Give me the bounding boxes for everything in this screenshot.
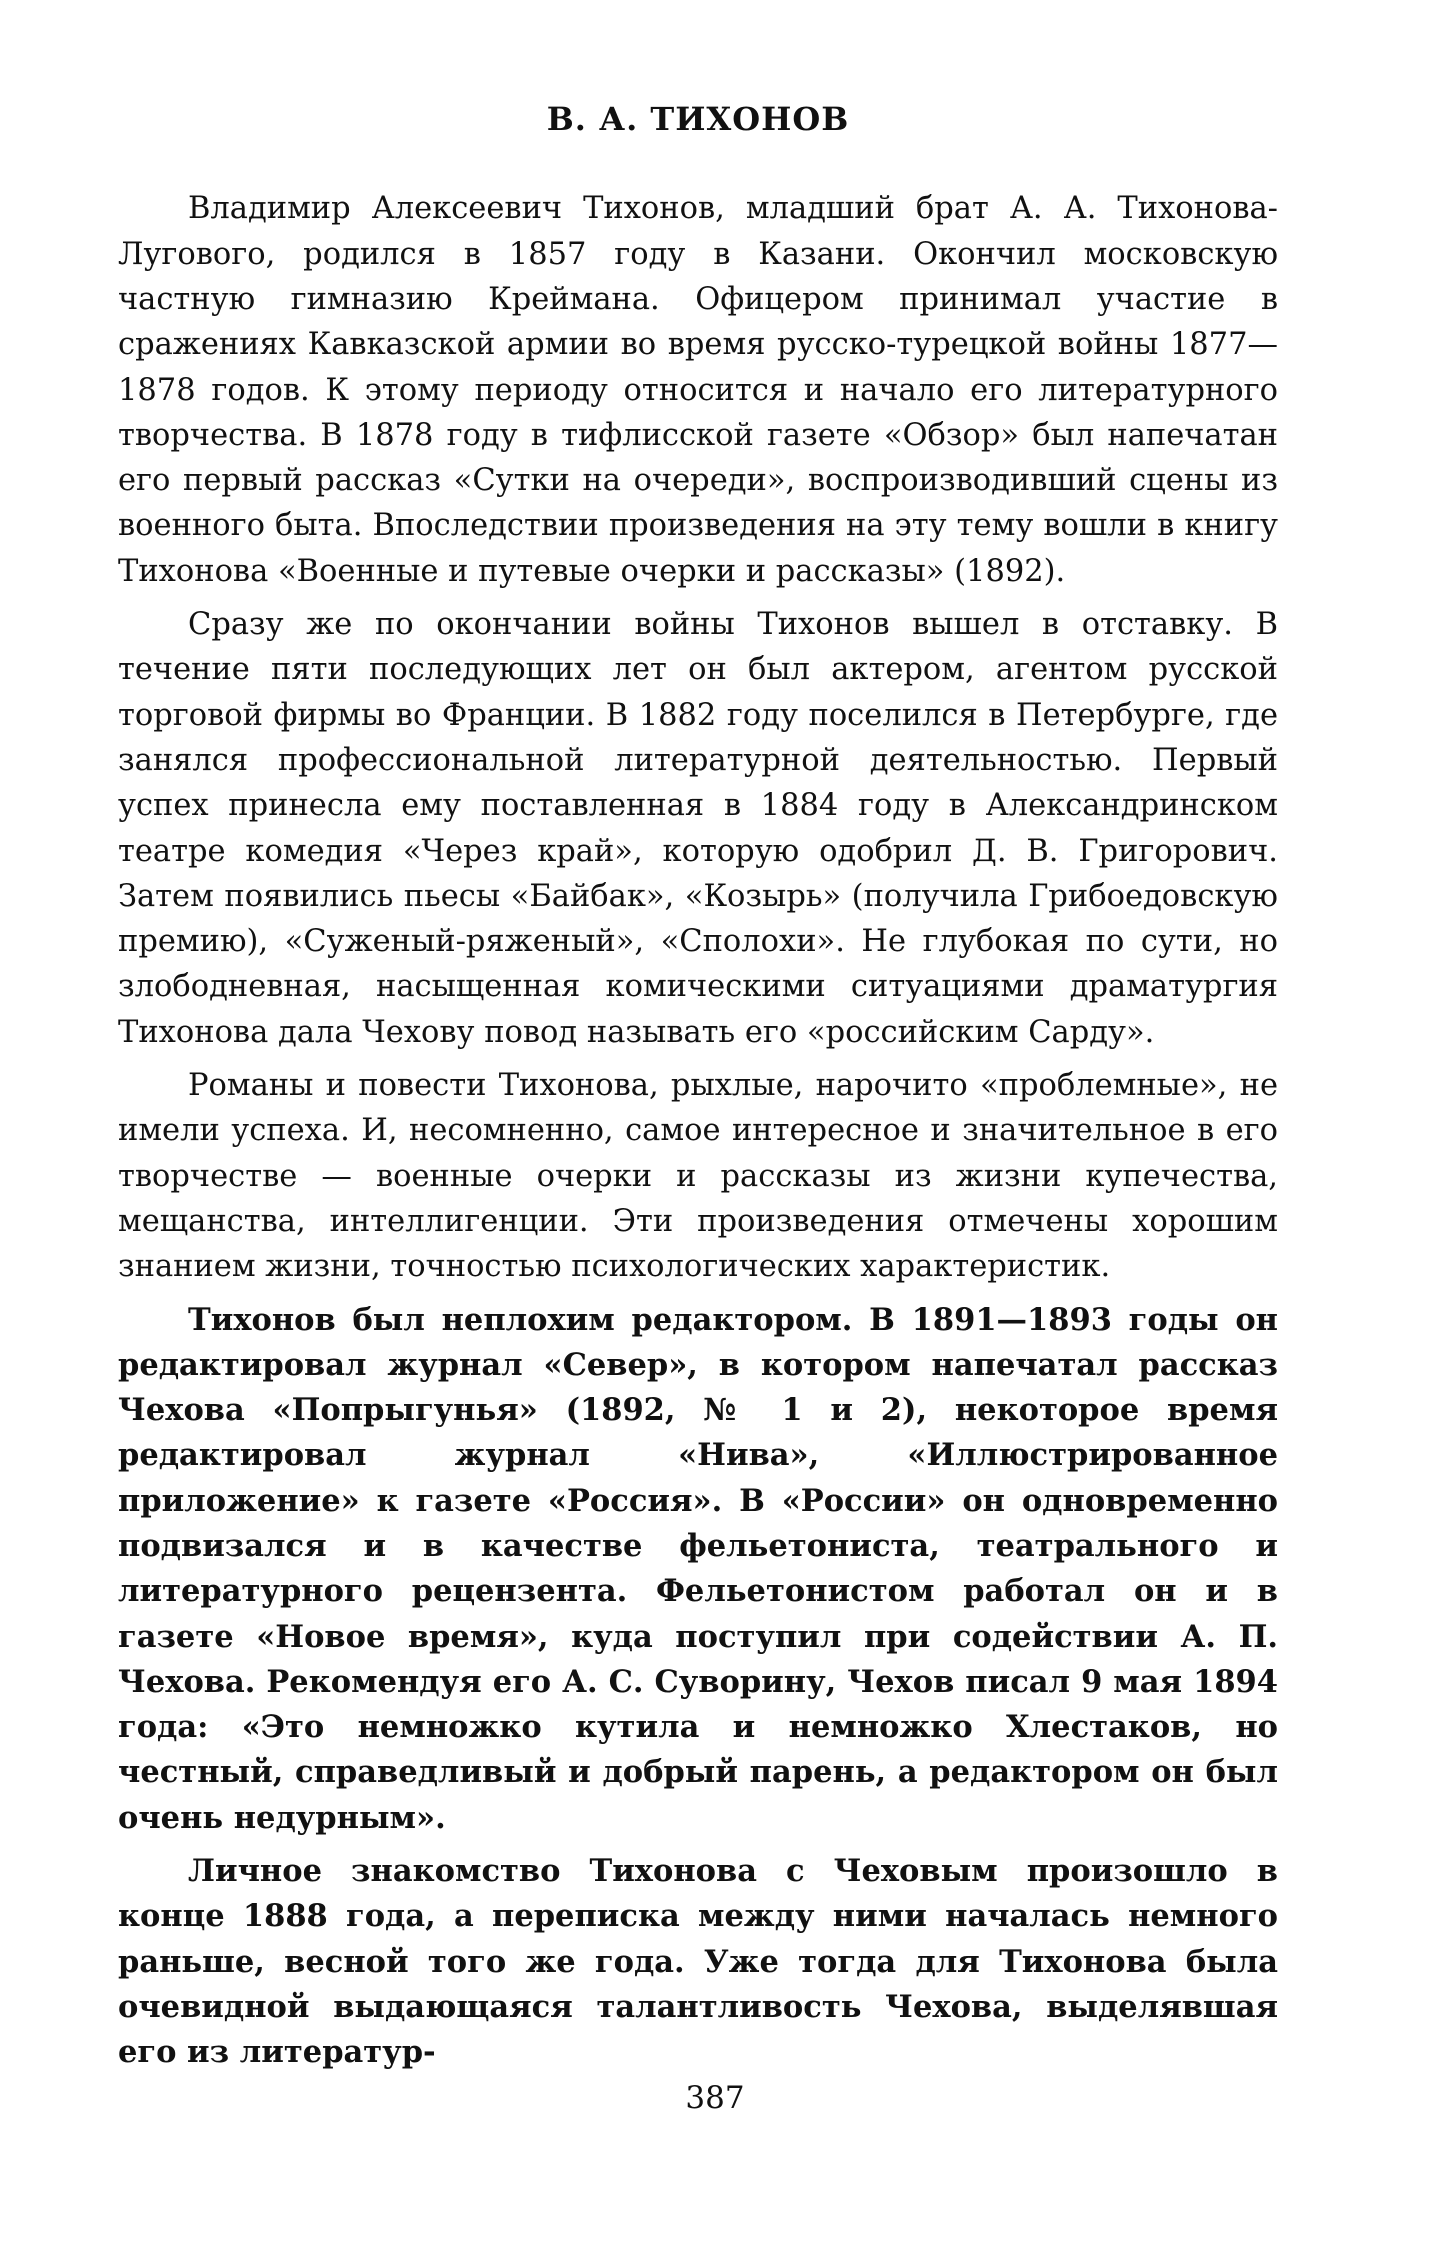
page-body [118, 100, 1278, 2084]
paragraph-1: Владимир Алексеевич Тихонов, младший брат А. А. Тихонова-Лугового, родился в 1857 году в Казани. Окончил московскую частную гимназию Креймана. Офицером принимал участие в сражениях Кавказской армии во время русско-турецкой войны 1877—1878 годов. К этому периоду относится и начало его литературного творчества. В 1878 году в тифлисской газете «Обзор» был напечатан его первый рассказ «Сутки на очереди», воспроизводивший сцены из военного быта. Впоследствии произведения на эту тему вошли в книгу Тихонова «Военные и путевые очерки и рассказы» (1892). [118, 191, 1278, 589]
page-number: 387 [685, 2080, 745, 2116]
paragraph-5: Личное знакомство Тихонова с Чеховым произошло в конце 1888 года, а переписка между ними началась немного раньше, весной того же года. Уже тогда для Тихонова была очевидной выдающаяся талантливость Чехова, выделявшая его из литератур- [118, 1853, 1278, 2071]
paragraph-2: Сразу же по окончании войны Тихонов вышел в отставку. В течение пяти последующих лет он был актером, агентом русской торговой фирмы во Франции. В 1882 году поселился в Петербурге, где занялся профессиональной литературной деятельностью. Первый успех принесла ему поставленная в 1884 году в Александринском театре комедия «Через край», которую одобрил Д. В. Григорович. Затем появились пьесы «Байбак», «Козырь» (получила Грибоедовскую премию), «Суженый-ряженый», «Сполохи». Не глубокая по сути, но злободневная, насыщенная комическими ситуациями драматургия Тихонова дала Чехову повод называть его «российским Сарду». [118, 607, 1278, 1050]
paragraph-3: Романы и повести Тихонова, рыхлые, нарочито «проблемные», не имели успеха. И, несомненно, самое интересное и значительное в его творчестве — военные очерки и рассказы из жизни купечества, мещанства, интеллигенции. Эти произведения отмечены хорошим знанием жизни, точностью психологических характеристик. [118, 1068, 1278, 1285]
page-title: В. А. ТИХОНОВ [546, 100, 850, 138]
paragraph-4: Тихонов был неплохим редактором. В 1891—1893 годы он редактировал журнал «Север», в котором напечатал рассказ Чехова «Попрыгунья» (1892, № 1 и 2), некоторое время редактировал журнал «Нива», «Иллюстрированное приложение» к газете «Россия». В «России» он одновременно подвизался и в качестве фельетониста, театрального и литературного рецензента. Фельетонистом работал он и в газете «Новое время», куда поступил при содействии А. П. Чехова. Рекомендуя его А. С. Суворину, Чехов писал 9 мая 1894 года: «Это немножко кутила и немножко Хлестаков, но честный, справедливый и добрый парень, а редактором он был очень недурным». [118, 1301, 1278, 1836]
